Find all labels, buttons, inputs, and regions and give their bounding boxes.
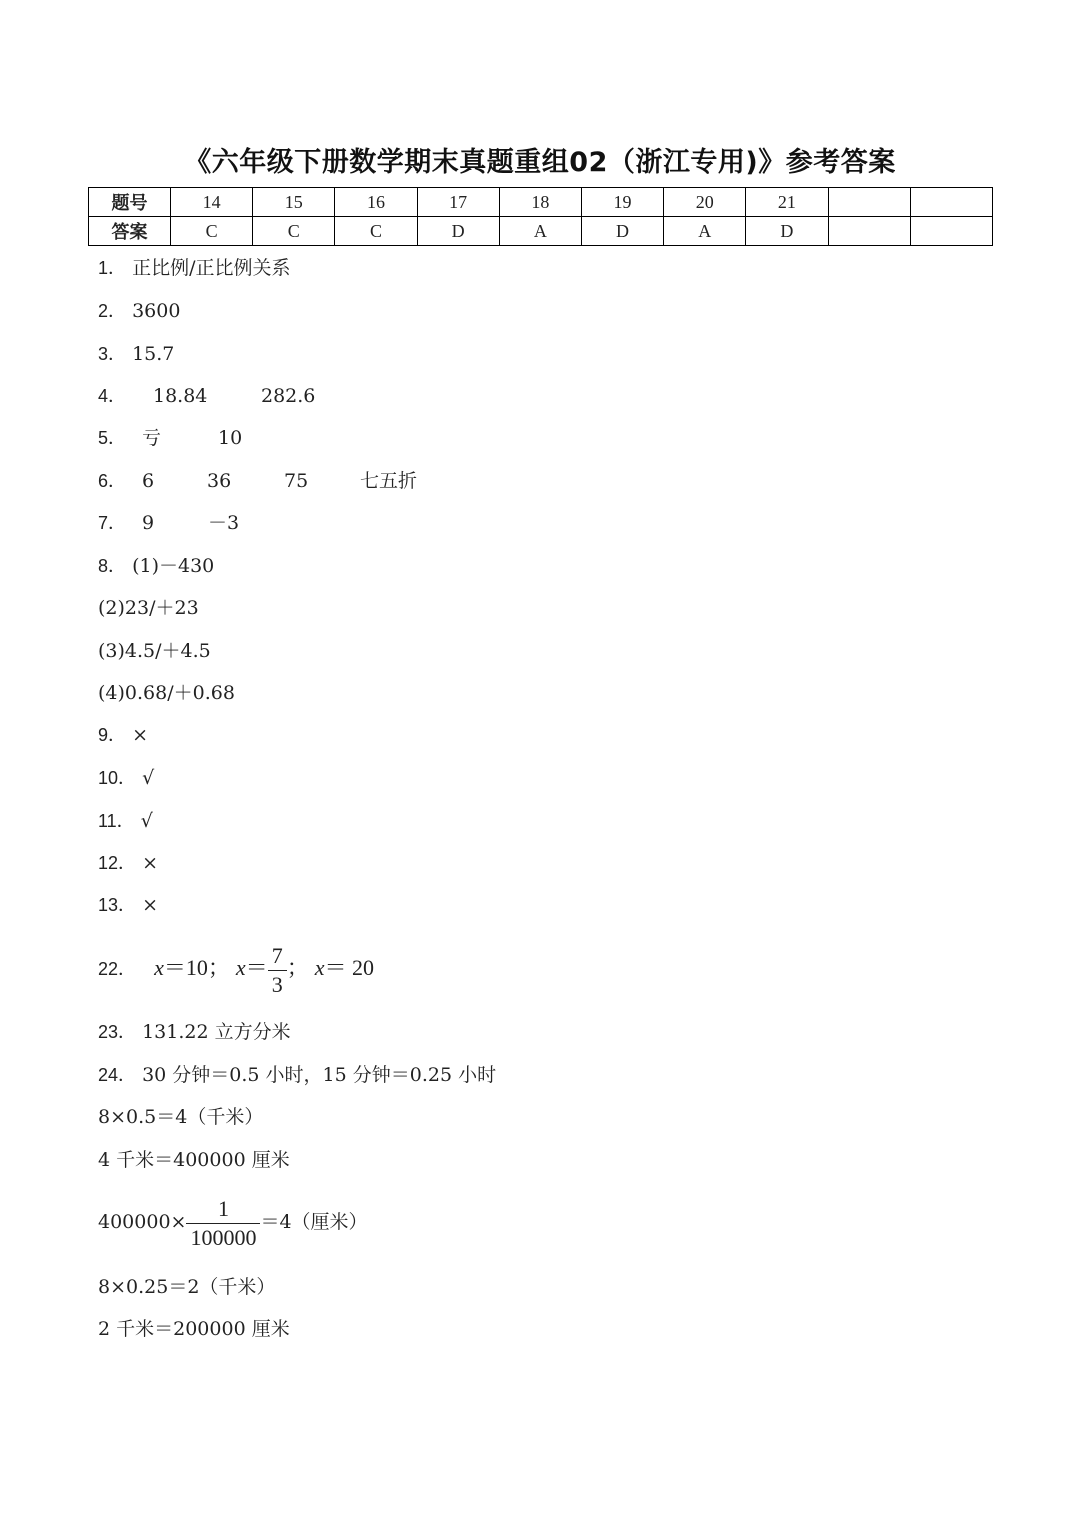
equation-part: ＝10； [163,955,230,980]
answer-24-line-5: 8×0.25＝2（千米） [98,1276,276,1298]
equation-part: ＝4（厘米） [260,1211,368,1233]
answer-text: 15.7 [132,343,175,365]
answer-13 [98,893,158,917]
cross-mark: × [132,724,148,746]
answer-4 [98,384,316,408]
table-cell: D [746,217,828,246]
answer-3 [98,342,174,366]
answer-number: 22． [98,959,137,979]
answer-5 [98,426,243,450]
fraction-denominator: 3 [271,971,283,997]
table-cell: A [664,217,746,246]
table-cell: 17 [417,188,499,217]
answer-table [88,187,993,246]
table-row-answers [89,217,993,246]
answer-23 [98,1020,291,1044]
fraction-numerator: 1 [186,1195,260,1224]
answer-number: 24． [98,1065,137,1085]
table-cell: A [499,217,581,246]
table-cell [828,188,910,217]
answer-number: 5． [98,428,127,448]
answer-value: 282.6 [261,385,316,407]
table-cell [828,217,910,246]
fraction-numerator: 7 [268,942,287,971]
fraction [186,1195,260,1252]
answer-value: 6 [142,470,155,492]
answer-2 [98,299,180,323]
answer-text: 30 分钟＝0.5 小时，15 分钟＝0.25 小时 [142,1064,497,1086]
table-cell: 16 [335,188,417,217]
answer-22 [98,939,374,999]
table-header-question-number: 题号 [89,188,171,217]
table-header-answer: 答案 [89,217,171,246]
answer-10 [98,766,154,790]
answer-text: 3600 [132,300,181,322]
answer-9 [98,723,148,747]
variable-x: x [235,955,246,980]
answer-value: 七五折 [360,470,418,492]
answer-number: 12． [98,853,137,873]
answer-24-line-3: 4 千米＝400000 厘米 [98,1149,290,1171]
answer-number: 7． [98,513,127,533]
answer-12 [98,851,158,875]
equation-part: ＝ [245,955,268,980]
answer-value: 75 [284,470,309,492]
variable-x: x [154,955,164,980]
check-mark: √ [140,810,153,832]
answer-24 [98,1063,496,1087]
table-cell [910,217,992,246]
table-cell: 18 [499,188,581,217]
answer-8-part-2: (2)23/＋23 [98,597,199,619]
cross-mark: × [142,894,158,916]
answer-number: 2． [98,301,127,321]
answer-number: 13． [98,895,137,915]
answer-6 [98,469,418,493]
answer-number: 23． [98,1022,137,1042]
answer-11 [98,809,153,833]
answer-number: 1． [98,258,127,278]
cross-mark: × [142,852,158,874]
equation-part: 400000× [98,1211,187,1233]
answer-value: 10 [218,427,243,449]
answer-24-line-2: 8×0.5＝4（千米） [98,1106,264,1128]
answer-value: 亏 [142,427,162,449]
table-row-numbers [89,188,993,217]
table-cell: C [171,217,253,246]
answer-1 [98,256,290,280]
answer-24-line-6: 2 千米＝200000 厘米 [98,1318,290,1340]
answer-8-part-3: (3)4.5/＋4.5 [98,640,211,662]
answer-text: 131.22 立方分米 [142,1021,291,1043]
table-cell: 15 [253,188,335,217]
answer-7 [98,511,240,535]
answer-part: (1)－430 [132,555,215,577]
answer-value: 18.84 [153,385,208,407]
fraction [268,942,287,999]
answer-number: 3． [98,344,127,364]
answer-8 [98,554,214,578]
answer-number: 6． [98,471,127,491]
answer-text: 正比例/正比例关系 [132,257,291,279]
table-cell: 21 [746,188,828,217]
table-cell: 14 [171,188,253,217]
table-cell: D [581,217,663,246]
variable-x: x [314,955,325,980]
answer-value: 36 [207,470,232,492]
answer-number: 4． [98,386,127,406]
answer-number: 10． [98,768,137,788]
answer-number: 11． [98,811,135,831]
check-mark: √ [142,767,155,789]
table-cell: 19 [581,188,663,217]
table-cell: C [253,217,335,246]
equation-part: ＝ 20 [324,955,375,980]
answer-value: －3 [208,512,240,534]
fraction-denominator: 100000 [190,1224,257,1250]
table-cell: 20 [664,188,746,217]
table-cell: C [335,217,417,246]
answer-24-line-4 [98,1192,368,1252]
separator: ； [286,955,309,980]
answer-8-part-4: (4)0.68/＋0.68 [98,682,235,704]
table-cell [910,188,992,217]
answer-value: 9 [142,512,155,534]
table-cell: D [417,217,499,246]
answer-number: 9． [98,725,127,745]
page-title: 《六年级下册数学期末真题重组02（浙江专用)》参考答案 [184,147,896,178]
answer-number: 8． [98,556,127,576]
